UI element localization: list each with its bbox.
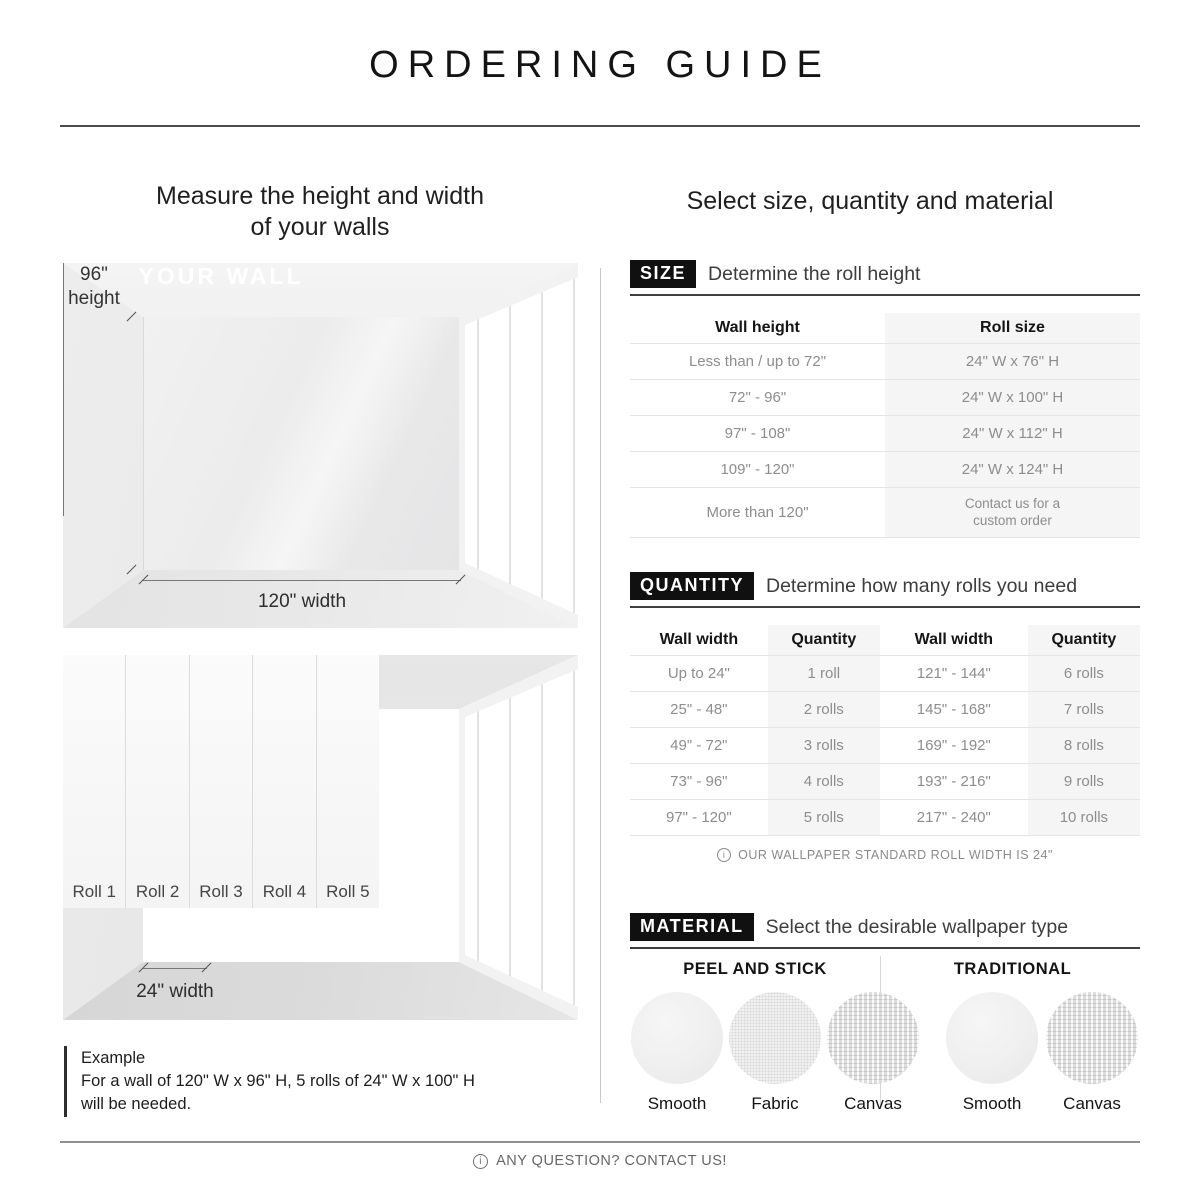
qty-col-wall-width: Wall width	[914, 630, 994, 648]
page-title: ORDERING GUIDE	[369, 44, 831, 86]
height-label	[63, 263, 125, 628]
wall-height-cell: 97" - 108"	[630, 415, 885, 451]
quantity-badge: QUANTITY	[630, 572, 754, 600]
canvas-swatch	[1046, 992, 1138, 1084]
quantity-cell: 10 rolls	[1028, 799, 1140, 835]
qty-col-quantity: Quantity	[768, 625, 880, 655]
swatch-label-canvas: Canvas	[1063, 1094, 1121, 1113]
roll-panel	[317, 655, 379, 908]
material-badge: MATERIAL	[630, 913, 754, 941]
roll-panel	[63, 655, 126, 908]
example-block	[64, 1046, 564, 1117]
width-dimension-line	[143, 580, 461, 581]
quantity-cell: 5 rolls	[768, 799, 880, 835]
right-column-heading: Select size, quantity and material	[686, 187, 1054, 215]
column-divider	[600, 268, 601, 1103]
roll-size-cell: 24" W x 112" H	[885, 415, 1140, 451]
roll-panel	[190, 655, 253, 908]
contact-us-note: Contact us for a custom order	[964, 496, 1061, 528]
wall-width-cell: 217" - 240"	[880, 799, 1028, 835]
height-word: height	[68, 288, 120, 309]
peel-and-stick-group-label: PEEL AND STICK	[683, 960, 827, 978]
material-section-header	[630, 913, 1140, 949]
swatch-label-canvas: Canvas	[844, 1094, 902, 1113]
info-icon: i	[717, 848, 731, 862]
size-col-wall-height: Wall height	[715, 318, 800, 336]
table-row	[630, 727, 1140, 763]
wall-height-cell: Less than / up to 72"	[630, 343, 885, 379]
height-value: 96"	[80, 264, 108, 285]
wall-width-cell: 49" - 72"	[630, 727, 768, 763]
roll-width-note-text: OUR WALLPAPER STANDARD ROLL WIDTH IS 24"	[738, 848, 1053, 862]
roll-panel-label: Roll 2	[135, 882, 180, 901]
traditional-group-label: TRADITIONAL	[953, 960, 1072, 978]
table-row	[630, 799, 1140, 835]
wall-width-cell: 145" - 168"	[880, 691, 1028, 727]
roll-panel-label: Roll 1	[72, 882, 116, 901]
smooth-swatch	[946, 992, 1038, 1084]
quantity-cell: 6 rolls	[1028, 655, 1140, 691]
table-row	[630, 691, 1140, 727]
left-column-heading	[60, 181, 580, 243]
quantity-cell: 4 rolls	[768, 763, 880, 799]
wall-width-cell: 73" - 96"	[630, 763, 768, 799]
roll-size-cell	[885, 487, 1140, 537]
wall-width-cell: Up to 24"	[630, 655, 768, 691]
your-wall-label: YOUR WALL	[138, 263, 304, 289]
size-col-roll-size: Roll size	[885, 313, 1140, 343]
table-row	[630, 451, 1140, 487]
room-rolls-illustration	[63, 655, 578, 1020]
table-row	[630, 487, 1140, 537]
fabric-swatch	[729, 992, 821, 1084]
left-heading-line1: Measure the height and width	[156, 182, 484, 210]
swatch-label-smooth: Smooth	[962, 1094, 1022, 1113]
quantity-table-header-row	[630, 625, 1140, 655]
roll-width-dimension-line	[143, 968, 207, 969]
wall-width-cell: 169" - 192"	[880, 727, 1028, 763]
table-row	[630, 379, 1140, 415]
qty-col-wall-width: Wall width	[659, 630, 739, 648]
roll-width-label: 24" width	[136, 981, 214, 1002]
roll-size-cell: 24" W x 124" H	[885, 451, 1140, 487]
example-title: Example	[81, 1049, 146, 1067]
wall-height-cell: More than 120"	[630, 487, 885, 537]
roll-panel	[126, 655, 189, 908]
footer-text: ANY QUESTION? CONTACT US!	[496, 1153, 727, 1169]
room-measure-illustration	[63, 263, 578, 628]
size-section-title: Determine the roll height	[708, 262, 921, 285]
quantity-cell: 8 rolls	[1028, 727, 1140, 763]
wall-width-cell: 25" - 48"	[630, 691, 768, 727]
wall-height-cell: 109" - 120"	[630, 451, 885, 487]
size-section-header	[630, 260, 1140, 296]
qty-col-quantity: Quantity	[1028, 625, 1140, 655]
example-line2: will be needed.	[81, 1095, 192, 1113]
left-heading-line2: of your walls	[250, 213, 390, 241]
material-section-title: Select the desirable wallpaper type	[765, 915, 1069, 938]
table-row	[630, 343, 1140, 379]
roll-panel-label: Roll 4	[262, 882, 307, 901]
wall-height-cell: 72" - 96"	[630, 379, 885, 415]
size-table	[630, 313, 1140, 538]
title-divider	[60, 125, 1140, 127]
quantity-cell: 7 rolls	[1028, 691, 1140, 727]
quantity-cell: 2 rolls	[768, 691, 880, 727]
size-badge: SIZE	[630, 260, 696, 288]
quantity-section-title: Determine how many rolls you need	[766, 574, 1078, 597]
roll-panel-label: Roll 3	[199, 882, 243, 901]
table-row	[630, 655, 1140, 691]
quantity-cell: 3 rolls	[768, 727, 880, 763]
info-icon: i	[473, 1154, 488, 1169]
roll-panel	[253, 655, 316, 908]
footer	[0, 1153, 1200, 1169]
canvas-swatch	[827, 992, 919, 1084]
quantity-cell: 9 rolls	[1028, 763, 1140, 799]
roll-size-cell: 24" W x 76" H	[885, 343, 1140, 379]
size-table-header-row	[630, 313, 1140, 343]
wall-width-cell: 121" - 144"	[880, 655, 1028, 691]
roll-size-cell: 24" W x 100" H	[885, 379, 1140, 415]
table-row	[630, 415, 1140, 451]
swatch-label-fabric: Fabric	[751, 1094, 799, 1113]
wall-width-cell: 97" - 120"	[630, 799, 768, 835]
quantity-cell: 1 roll	[768, 655, 880, 691]
width-label: 120" width	[257, 591, 347, 612]
wallpaper-roll-panels	[63, 655, 379, 908]
smooth-swatch	[631, 992, 723, 1084]
quantity-table	[630, 625, 1140, 836]
wall-width-cell: 193" - 216"	[880, 763, 1028, 799]
example-line1: For a wall of 120" W x 96" H, 5 rolls of 24" W x 100" H	[81, 1072, 475, 1090]
swatch-label-smooth: Smooth	[647, 1094, 707, 1113]
quantity-section-header	[630, 572, 1140, 608]
footer-divider	[60, 1141, 1140, 1143]
roll-panel-label: Roll 5	[326, 882, 370, 901]
table-row	[630, 763, 1140, 799]
roll-width-note	[630, 848, 1140, 862]
